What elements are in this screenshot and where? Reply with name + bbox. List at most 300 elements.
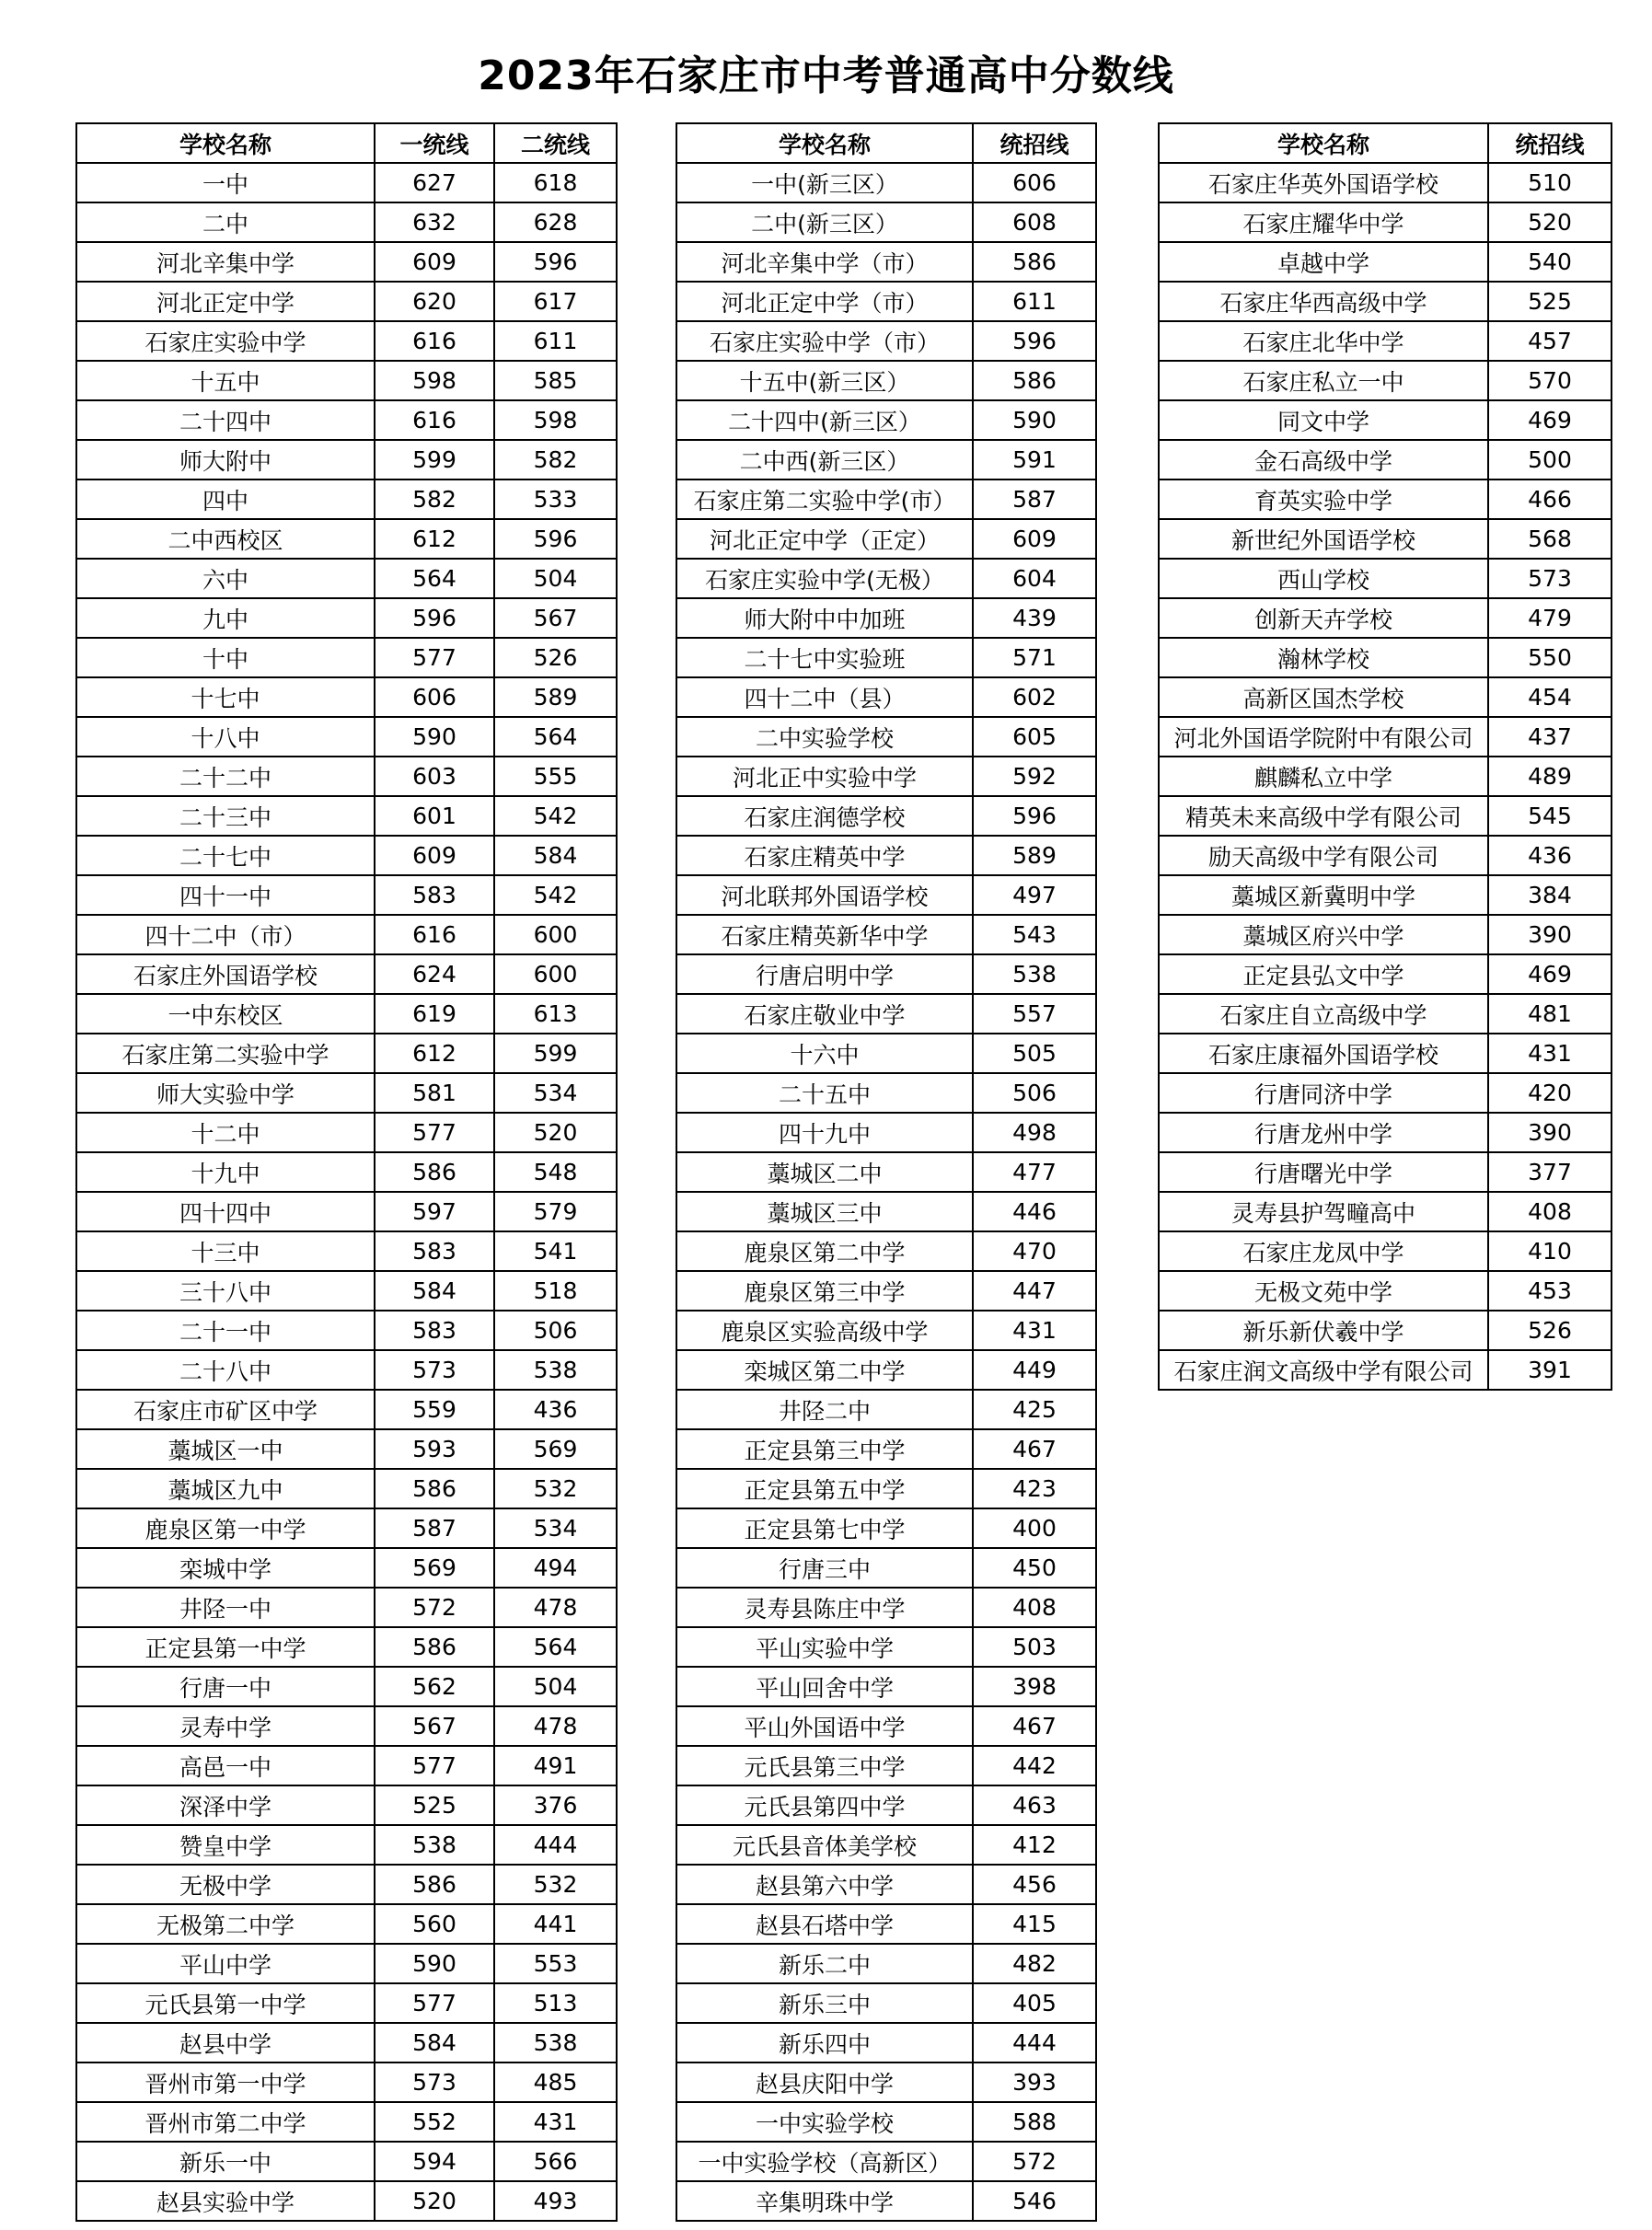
school-name-cell: 一中实验学校 <box>676 2102 973 2142</box>
first-line-score-cell: 612 <box>375 519 494 559</box>
school-name-cell: 行唐同济中学 <box>1159 1073 1488 1113</box>
unified-line-score-cell: 590 <box>973 400 1096 440</box>
table-row <box>1159 559 1612 598</box>
unified-line-score-cell: 391 <box>1488 1350 1612 1390</box>
school-name-cell: 石家庄耀华中学 <box>1159 202 1488 242</box>
second-line-score-cell: 506 <box>494 1311 617 1350</box>
table-row <box>76 1746 617 1785</box>
school-name-cell: 元氏县第一中学 <box>76 1983 375 2023</box>
unified-line-score-cell: 505 <box>973 1034 1096 1073</box>
school-name-cell: 元氏县第三中学 <box>676 1746 973 1785</box>
second-line-score-cell: 541 <box>494 1231 617 1271</box>
table-row <box>676 1904 1096 1944</box>
table-row <box>76 677 617 717</box>
unified-line-score-cell: 431 <box>1488 1034 1612 1073</box>
school-name-cell: 二十七中实验班 <box>676 638 973 677</box>
school-name-cell: 赵县第六中学 <box>676 1865 973 1904</box>
second-line-score-cell: 478 <box>494 1706 617 1746</box>
second-line-score-cell: 542 <box>494 875 617 915</box>
unified-line-score-cell: 453 <box>1488 1271 1612 1311</box>
unified-line-score-cell: 606 <box>973 163 1096 202</box>
first-line-score-cell: 577 <box>375 1983 494 2023</box>
second-line-score-cell: 598 <box>494 400 617 440</box>
school-name-cell: 十五中(新三区） <box>676 361 973 400</box>
table-row <box>676 1983 1096 2023</box>
first-line-score-cell: 538 <box>375 1825 494 1865</box>
first-line-score-cell: 597 <box>375 1192 494 1231</box>
unified-line-score-cell: 415 <box>973 1904 1096 1944</box>
school-name-cell: 四十九中 <box>676 1113 973 1152</box>
unified-line-score-cell: 447 <box>973 1271 1096 1311</box>
table-row <box>1159 1152 1612 1192</box>
first-line-score-cell: 572 <box>375 1588 494 1627</box>
school-name-cell: 藁城区新冀明中学 <box>1159 875 1488 915</box>
table-row <box>676 954 1096 994</box>
unified-line-score-cell: 420 <box>1488 1073 1612 1113</box>
unified-line-score-cell: 457 <box>1488 321 1612 361</box>
school-name-cell: 河北辛集中学 <box>76 242 375 282</box>
first-line-score-cell: 584 <box>375 1271 494 1311</box>
school-name-cell: 二中西(新三区） <box>676 440 973 480</box>
table-row <box>76 1904 617 1944</box>
school-name-cell: 二十二中 <box>76 757 375 796</box>
table-row <box>76 1034 617 1073</box>
table-row <box>1159 796 1612 836</box>
school-name-cell: 赞皇中学 <box>76 1825 375 1865</box>
table-row <box>676 1944 1096 1983</box>
table-row <box>676 1627 1096 1667</box>
first-line-score-cell: 619 <box>375 994 494 1034</box>
first-line-score-cell: 586 <box>375 1627 494 1667</box>
unified-line-score-cell: 489 <box>1488 757 1612 796</box>
school-name-cell: 辛集明珠中学 <box>676 2181 973 2221</box>
first-line-score-cell: 583 <box>375 875 494 915</box>
table-row <box>676 1469 1096 1508</box>
unified-line-score-cell: 408 <box>1488 1192 1612 1231</box>
second-line-score-cell: 569 <box>494 1429 617 1469</box>
school-name-cell: 四十一中 <box>76 875 375 915</box>
table-row <box>76 1785 617 1825</box>
unified-line-score-cell: 450 <box>973 1548 1096 1588</box>
table-row <box>1159 480 1612 519</box>
school-name-cell: 平山外国语中学 <box>676 1706 973 1746</box>
school-name-cell: 二中西校区 <box>76 519 375 559</box>
table-row <box>1159 717 1612 757</box>
school-name-cell: 石家庄润德学校 <box>676 796 973 836</box>
second-line-score-cell: 553 <box>494 1944 617 1983</box>
table-row <box>676 1865 1096 1904</box>
table-row <box>676 1390 1096 1429</box>
school-name-cell: 赵县中学 <box>76 2023 375 2062</box>
school-name-cell: 二十三中 <box>76 796 375 836</box>
table-row <box>1159 519 1612 559</box>
second-line-score-cell: 585 <box>494 361 617 400</box>
table-row <box>76 519 617 559</box>
table-row <box>676 321 1096 361</box>
school-name-cell: 行唐启明中学 <box>676 954 973 994</box>
school-name-cell: 石家庄精英新华中学 <box>676 915 973 954</box>
table-header-row <box>1159 123 1612 163</box>
unified-line-score-cell: 498 <box>973 1113 1096 1152</box>
table-header-row <box>676 123 1096 163</box>
table-row <box>76 2181 617 2221</box>
table-row <box>1159 242 1612 282</box>
second-line-score-cell: 504 <box>494 559 617 598</box>
first-line-score-cell: 573 <box>375 2062 494 2102</box>
unified-line-score-cell: 408 <box>973 1588 1096 1627</box>
table-header-row <box>76 123 617 163</box>
unified-line-score-cell: 479 <box>1488 598 1612 638</box>
table-row <box>676 2181 1096 2221</box>
second-line-score-cell: 589 <box>494 677 617 717</box>
first-line-score-cell: 577 <box>375 1113 494 1152</box>
second-line-score-cell: 520 <box>494 1113 617 1152</box>
table-row <box>76 202 617 242</box>
school-name-cell: 晋州市第一中学 <box>76 2062 375 2102</box>
school-name-cell: 藁城区二中 <box>676 1152 973 1192</box>
school-name-cell: 高邑一中 <box>76 1746 375 1785</box>
table-row <box>76 796 617 836</box>
school-name-cell: 师大附中 <box>76 440 375 480</box>
school-name-cell: 石家庄康福外国语学校 <box>1159 1034 1488 1073</box>
first-line-score-cell: 587 <box>375 1508 494 1548</box>
unified-line-score-cell: 546 <box>973 2181 1096 2221</box>
first-line-score-cell: 590 <box>375 1944 494 1983</box>
school-name-cell: 正定县第五中学 <box>676 1469 973 1508</box>
table-row <box>676 1706 1096 1746</box>
unified-line-score-cell: 482 <box>973 1944 1096 1983</box>
school-name-cell: 元氏县音体美学校 <box>676 1825 973 1865</box>
table-row <box>676 638 1096 677</box>
first-line-score-cell: 606 <box>375 677 494 717</box>
school-name-cell: 一中东校区 <box>76 994 375 1034</box>
school-name-cell: 井陉一中 <box>76 1588 375 1627</box>
first-line-score-cell: 616 <box>375 400 494 440</box>
second-line-score-cell: 485 <box>494 2062 617 2102</box>
unified-line-score-cell: 439 <box>973 598 1096 638</box>
table-row <box>76 1073 617 1113</box>
table-row <box>76 163 617 202</box>
unified-line-score-cell: 469 <box>1488 954 1612 994</box>
school-name-cell: 晋州市第二中学 <box>76 2102 375 2142</box>
table-row <box>676 202 1096 242</box>
school-name-cell: 四十二中（县） <box>676 677 973 717</box>
unified-line-score-cell: 398 <box>973 1667 1096 1706</box>
table-row <box>676 1429 1096 1469</box>
first-line-score-cell: 586 <box>375 1469 494 1508</box>
table-row <box>676 440 1096 480</box>
second-line-score-cell: 478 <box>494 1588 617 1627</box>
first-line-score-cell: 586 <box>375 1865 494 1904</box>
school-name-cell: 石家庄华英外国语学校 <box>1159 163 1488 202</box>
school-name-cell: 平山实验中学 <box>676 1627 973 1667</box>
second-line-score-cell: 533 <box>494 480 617 519</box>
header-first-line: 一统线 <box>375 123 494 163</box>
school-name-cell: 精英未来高级中学有限公司 <box>1159 796 1488 836</box>
table-row <box>76 1192 617 1231</box>
table-row <box>76 1390 617 1429</box>
first-line-score-cell: 601 <box>375 796 494 836</box>
school-name-cell: 瀚林学校 <box>1159 638 1488 677</box>
unified-line-score-cell: 469 <box>1488 400 1612 440</box>
first-line-score-cell: 599 <box>375 440 494 480</box>
school-name-cell: 正定县第一中学 <box>76 1627 375 1667</box>
unified-line-score-cell: 405 <box>973 1983 1096 2023</box>
table-row <box>676 915 1096 954</box>
second-line-score-cell: 441 <box>494 1904 617 1944</box>
table-row <box>676 1073 1096 1113</box>
table-row <box>1159 1034 1612 1073</box>
school-name-cell: 师大附中中加班 <box>676 598 973 638</box>
unified-line-score-cell: 543 <box>973 915 1096 954</box>
school-name-cell: 栾城区第二中学 <box>676 1350 973 1390</box>
table-row <box>76 1627 617 1667</box>
school-name-cell: 鹿泉区实验高级中学 <box>676 1311 973 1350</box>
first-line-score-cell: 593 <box>375 1429 494 1469</box>
first-line-score-cell: 559 <box>375 1390 494 1429</box>
unified-line-score-cell: 604 <box>973 559 1096 598</box>
second-line-score-cell: 542 <box>494 796 617 836</box>
second-line-score-cell: 564 <box>494 717 617 757</box>
unified-line-score-cell: 390 <box>1488 915 1612 954</box>
table-row <box>676 282 1096 321</box>
table-row <box>1159 598 1612 638</box>
table-row <box>676 598 1096 638</box>
unified-line-score-cell: 589 <box>973 836 1096 875</box>
unified-line-score-cell: 587 <box>973 480 1096 519</box>
header-school-name: 学校名称 <box>676 123 973 163</box>
first-line-score-cell: 594 <box>375 2142 494 2181</box>
unified-line-score-cell: 503 <box>973 1627 1096 1667</box>
unified-line-score-cell: 557 <box>973 994 1096 1034</box>
school-name-cell: 深泽中学 <box>76 1785 375 1825</box>
table-row <box>76 1588 617 1627</box>
first-line-score-cell: 583 <box>375 1231 494 1271</box>
school-name-cell: 石家庄敬业中学 <box>676 994 973 1034</box>
second-line-score-cell: 532 <box>494 1865 617 1904</box>
school-name-cell: 行唐三中 <box>676 1548 973 1588</box>
first-line-score-cell: 616 <box>375 321 494 361</box>
school-name-cell: 赵县庆阳中学 <box>676 2062 973 2102</box>
first-line-score-cell: 520 <box>375 2181 494 2221</box>
second-line-score-cell: 618 <box>494 163 617 202</box>
second-line-score-cell: 532 <box>494 1469 617 1508</box>
table-row <box>676 2023 1096 2062</box>
table-row <box>1159 321 1612 361</box>
school-name-cell: 石家庄实验中学(无极） <box>676 559 973 598</box>
unified-line-score-cell: 410 <box>1488 1231 1612 1271</box>
second-line-score-cell: 504 <box>494 1667 617 1706</box>
school-name-cell: 河北正定中学 <box>76 282 375 321</box>
header-unified-line: 统招线 <box>973 123 1096 163</box>
school-name-cell: 藁城区九中 <box>76 1469 375 1508</box>
school-name-cell: 石家庄龙凤中学 <box>1159 1231 1488 1271</box>
table-row <box>1159 440 1612 480</box>
table-row <box>76 282 617 321</box>
table-row <box>676 1311 1096 1350</box>
score-table-3 <box>1158 122 1612 1391</box>
second-line-score-cell: 538 <box>494 1350 617 1390</box>
school-name-cell: 石家庄第二实验中学(市） <box>676 480 973 519</box>
school-name-cell: 河北辛集中学（市） <box>676 242 973 282</box>
second-line-score-cell: 493 <box>494 2181 617 2221</box>
school-name-cell: 二十五中 <box>676 1073 973 1113</box>
school-name-cell: 元氏县第四中学 <box>676 1785 973 1825</box>
unified-line-score-cell: 393 <box>973 2062 1096 2102</box>
table-row <box>676 480 1096 519</box>
unified-line-score-cell: 454 <box>1488 677 1612 717</box>
unified-line-score-cell: 467 <box>973 1706 1096 1746</box>
table-row <box>76 1113 617 1152</box>
table-row <box>76 757 617 796</box>
school-name-cell: 井陉二中 <box>676 1390 973 1429</box>
first-line-score-cell: 609 <box>375 242 494 282</box>
school-name-cell: 鹿泉区第三中学 <box>676 1271 973 1311</box>
first-line-score-cell: 577 <box>375 1746 494 1785</box>
table-row <box>76 1231 617 1271</box>
school-name-cell: 二中 <box>76 202 375 242</box>
school-name-cell: 石家庄实验中学（市） <box>676 321 973 361</box>
unified-line-score-cell: 477 <box>973 1152 1096 1192</box>
school-name-cell: 栾城中学 <box>76 1548 375 1588</box>
unified-line-score-cell: 571 <box>973 638 1096 677</box>
table-row <box>76 1152 617 1192</box>
school-name-cell: 平山中学 <box>76 1944 375 1983</box>
school-name-cell: 四十四中 <box>76 1192 375 1231</box>
school-name-cell: 三十八中 <box>76 1271 375 1311</box>
school-name-cell: 赵县实验中学 <box>76 2181 375 2221</box>
first-line-score-cell: 567 <box>375 1706 494 1746</box>
second-line-score-cell: 534 <box>494 1508 617 1548</box>
unified-line-score-cell: 500 <box>1488 440 1612 480</box>
second-line-score-cell: 596 <box>494 519 617 559</box>
table-row <box>1159 757 1612 796</box>
second-line-score-cell: 617 <box>494 282 617 321</box>
unified-line-score-cell: 431 <box>973 1311 1096 1350</box>
school-name-cell: 河北联邦外国语学校 <box>676 875 973 915</box>
second-line-score-cell: 628 <box>494 202 617 242</box>
table-row <box>676 361 1096 400</box>
school-name-cell: 二十四中 <box>76 400 375 440</box>
second-line-score-cell: 555 <box>494 757 617 796</box>
table-row <box>1159 361 1612 400</box>
first-line-score-cell: 586 <box>375 1152 494 1192</box>
school-name-cell: 新乐一中 <box>76 2142 375 2181</box>
first-line-score-cell: 552 <box>375 2102 494 2142</box>
second-line-score-cell: 582 <box>494 440 617 480</box>
first-line-score-cell: 569 <box>375 1548 494 1588</box>
school-name-cell: 鹿泉区第一中学 <box>76 1508 375 1548</box>
school-name-cell: 新乐二中 <box>676 1944 973 1983</box>
table-row <box>76 440 617 480</box>
table-row <box>76 1825 617 1865</box>
table-row <box>676 1825 1096 1865</box>
school-name-cell: 十七中 <box>76 677 375 717</box>
school-name-cell: 新世纪外国语学校 <box>1159 519 1488 559</box>
table-row <box>1159 638 1612 677</box>
unified-line-score-cell: 602 <box>973 677 1096 717</box>
second-line-score-cell: 534 <box>494 1073 617 1113</box>
second-line-score-cell: 566 <box>494 2142 617 2181</box>
header-unified-line: 统招线 <box>1488 123 1612 163</box>
second-line-score-cell: 513 <box>494 1983 617 2023</box>
first-line-score-cell: 612 <box>375 1034 494 1073</box>
first-line-score-cell: 590 <box>375 717 494 757</box>
score-table-1 <box>75 122 618 2222</box>
table-row <box>1159 202 1612 242</box>
first-line-score-cell: 627 <box>375 163 494 202</box>
second-line-score-cell: 599 <box>494 1034 617 1073</box>
table-row <box>676 1192 1096 1231</box>
school-name-cell: 石家庄外国语学校 <box>76 954 375 994</box>
unified-line-score-cell: 377 <box>1488 1152 1612 1192</box>
unified-line-score-cell: 466 <box>1488 480 1612 519</box>
table-row <box>676 519 1096 559</box>
table-row <box>676 677 1096 717</box>
second-line-score-cell: 526 <box>494 638 617 677</box>
school-name-cell: 正定县弘文中学 <box>1159 954 1488 994</box>
table-row <box>76 559 617 598</box>
unified-line-score-cell: 384 <box>1488 875 1612 915</box>
school-name-cell: 金石高级中学 <box>1159 440 1488 480</box>
school-name-cell: 藁城区三中 <box>676 1192 973 1231</box>
table-row <box>76 875 617 915</box>
table-row <box>76 994 617 1034</box>
unified-line-score-cell: 436 <box>1488 836 1612 875</box>
table-row <box>676 1667 1096 1706</box>
table-row <box>1159 1271 1612 1311</box>
school-name-cell: 正定县第三中学 <box>676 1429 973 1469</box>
first-line-score-cell: 609 <box>375 836 494 875</box>
table-row <box>76 400 617 440</box>
school-name-cell: 十八中 <box>76 717 375 757</box>
second-line-score-cell: 518 <box>494 1271 617 1311</box>
unified-line-score-cell: 525 <box>1488 282 1612 321</box>
first-line-score-cell: 616 <box>375 915 494 954</box>
table-row <box>676 1350 1096 1390</box>
school-name-cell: 石家庄华西高级中学 <box>1159 282 1488 321</box>
school-name-cell: 十三中 <box>76 1231 375 1271</box>
table-row <box>76 1983 617 2023</box>
second-line-score-cell: 596 <box>494 242 617 282</box>
table-row <box>1159 915 1612 954</box>
unified-line-score-cell: 596 <box>973 321 1096 361</box>
unified-line-score-cell: 596 <box>973 796 1096 836</box>
second-line-score-cell: 431 <box>494 2102 617 2142</box>
school-name-cell: 平山回舍中学 <box>676 1667 973 1706</box>
school-name-cell: 行唐曙光中学 <box>1159 1152 1488 1192</box>
school-name-cell: 创新天卉学校 <box>1159 598 1488 638</box>
school-name-cell: 新乐四中 <box>676 2023 973 2062</box>
score-table-2 <box>676 122 1097 2222</box>
school-name-cell: 四中 <box>76 480 375 519</box>
school-name-cell: 无极中学 <box>76 1865 375 1904</box>
table-row <box>676 1271 1096 1311</box>
table-row <box>1159 400 1612 440</box>
first-line-score-cell: 582 <box>375 480 494 519</box>
table-row <box>76 2142 617 2181</box>
school-name-cell: 十二中 <box>76 1113 375 1152</box>
table-row <box>1159 1350 1612 1390</box>
second-line-score-cell: 611 <box>494 321 617 361</box>
first-line-score-cell: 620 <box>375 282 494 321</box>
table-row <box>76 598 617 638</box>
second-line-score-cell: 494 <box>494 1548 617 1588</box>
table-row <box>676 163 1096 202</box>
school-name-cell: 河北正中实验中学 <box>676 757 973 796</box>
table-row <box>1159 1113 1612 1152</box>
school-name-cell: 同文中学 <box>1159 400 1488 440</box>
